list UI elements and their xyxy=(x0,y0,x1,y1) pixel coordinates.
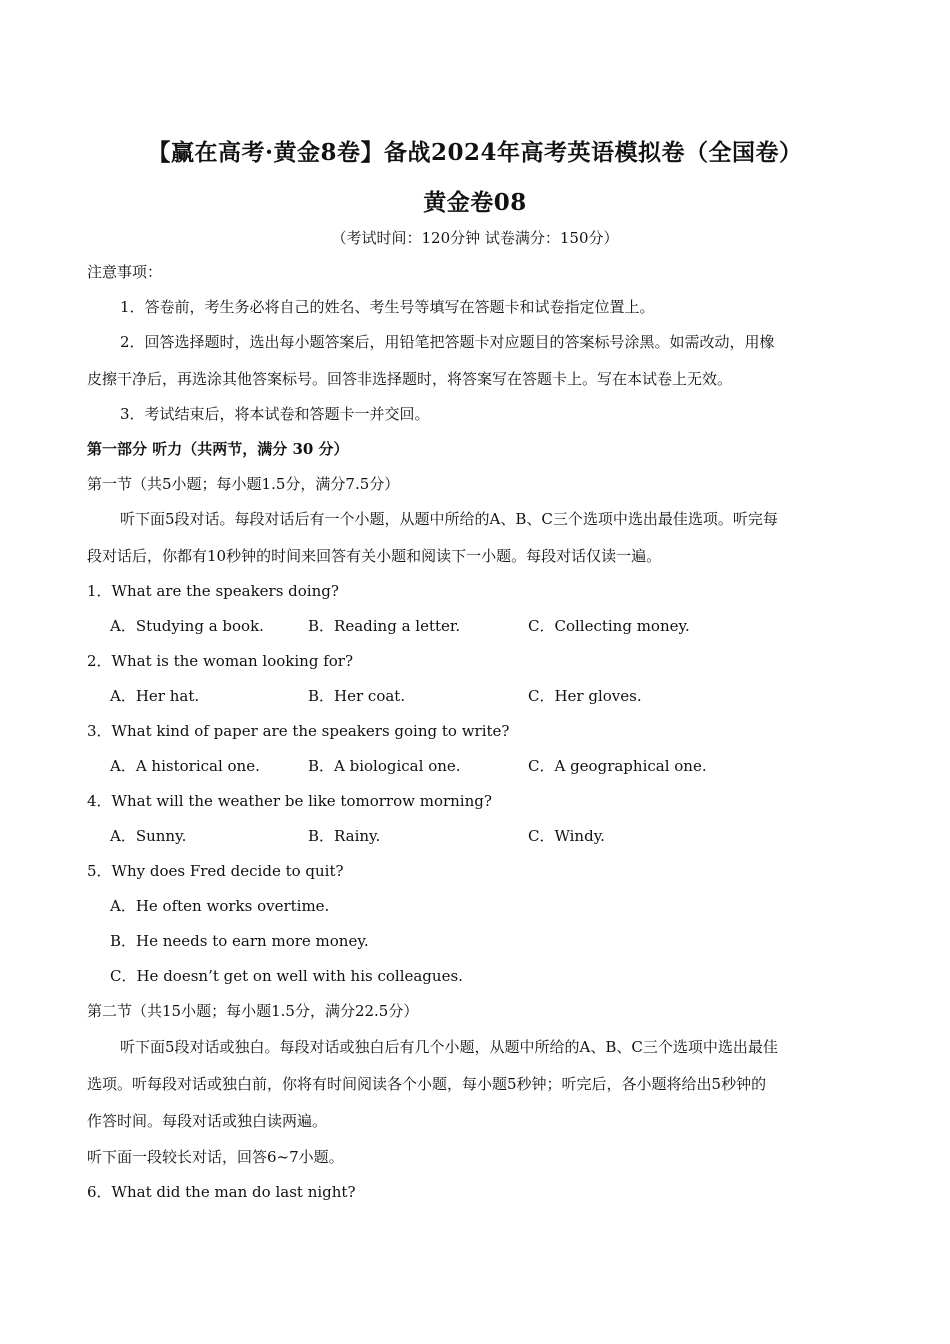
notice-heading: 注意事项： xyxy=(87,263,163,281)
q2-option-a: A．Her hat. xyxy=(110,687,200,705)
q1-option-a: A．Studying a book. xyxy=(110,617,264,635)
part1-heading: 第一部分 听力（共两节，满分 30 分） xyxy=(87,440,349,458)
section2-prompt: 听下面一段较长对话，回答6~7小题。 xyxy=(87,1148,344,1166)
exam-title: 【赢在高考·黄金8卷】备战2024年高考英语模拟卷（全国卷） xyxy=(147,139,803,166)
q2-option-b: B．Her coat. xyxy=(308,687,406,705)
question-5: 5．Why does Fred decide to quit? xyxy=(87,862,344,880)
q4-option-c: C．Windy. xyxy=(528,827,605,845)
q5-option-a: A．He often works overtime. xyxy=(110,897,330,915)
section1-instructions: 听下面5段对话。每段对话后有一个小题，从题中所给的A、B、C三个选项中选出最佳选项。听完每 xyxy=(120,510,778,528)
question-3: 3．What kind of paper are the speakers going to write? xyxy=(87,722,510,740)
section1-instructions-cont: 段对话后，你都有10秒钟的时间来回答有关小题和阅读下一小题。每段对话仅读一遍。 xyxy=(87,547,662,565)
q1-option-c: C．Collecting money. xyxy=(528,617,690,635)
section2-instructions: 听下面5段对话或独白。每段对话或独白后有几个小题，从题中所给的A、B、C三个选项中选出最佳 xyxy=(120,1038,778,1056)
paper-subtitle: 黄金卷08 xyxy=(423,189,527,216)
section2-instructions-cont: 选项。听每段对话或独白前，你将有时间阅读各个小题，每小题5秒钟；听完后，各小题将给出5秒钟的 xyxy=(87,1075,767,1093)
question-6: 6．What did the man do last night? xyxy=(87,1183,356,1201)
question-4: 4．What will the weather be like tomorrow morning? xyxy=(87,792,492,810)
q3-option-b: B．A biological one. xyxy=(308,757,461,775)
question-1: 1．What are the speakers doing? xyxy=(87,582,339,600)
notice-item-2: 2．回答选择题时，选出每小题答案后，用铅笔把答题卡对应题目的答案标号涂黑。如需改动，用橡 xyxy=(120,333,775,351)
q3-option-a: A．A historical one. xyxy=(110,757,260,775)
notice-item-2-cont: 皮擦干净后，再选涂其他答案标号。回答非选择题时，将答案写在答题卡上。写在本试卷上无效。 xyxy=(87,370,733,388)
q2-option-c: C．Her gloves. xyxy=(528,687,642,705)
notice-item-1: 1．答卷前，考生务必将自己的姓名、考生号等填写在答题卡和试卷指定位置上。 xyxy=(120,298,655,316)
q5-option-c: C．He doesn’t get on well with his colleagues. xyxy=(110,967,463,985)
q5-option-b: B．He needs to earn more money. xyxy=(110,932,369,950)
section2-heading: 第二节（共15小题；每小题1.5分，满分22.5分） xyxy=(87,1002,419,1020)
section1-heading: 第一节（共5小题；每小题1.5分，满分7.5分） xyxy=(87,475,400,493)
section2-instructions-cont2: 作答时间。每段对话或独白读两遍。 xyxy=(87,1112,328,1130)
q4-option-b: B．Rainy. xyxy=(308,827,381,845)
notice-item-3: 3．考试结束后，将本试卷和答题卡一并交回。 xyxy=(120,405,430,423)
question-2: 2．What is the woman looking for? xyxy=(87,652,353,670)
exam-info: （考试时间：120分钟 试卷满分：150分） xyxy=(331,229,619,247)
q3-option-c: C．A geographical one. xyxy=(528,757,707,775)
q1-option-b: B．Reading a letter. xyxy=(308,617,461,635)
q4-option-a: A．Sunny. xyxy=(110,827,187,845)
